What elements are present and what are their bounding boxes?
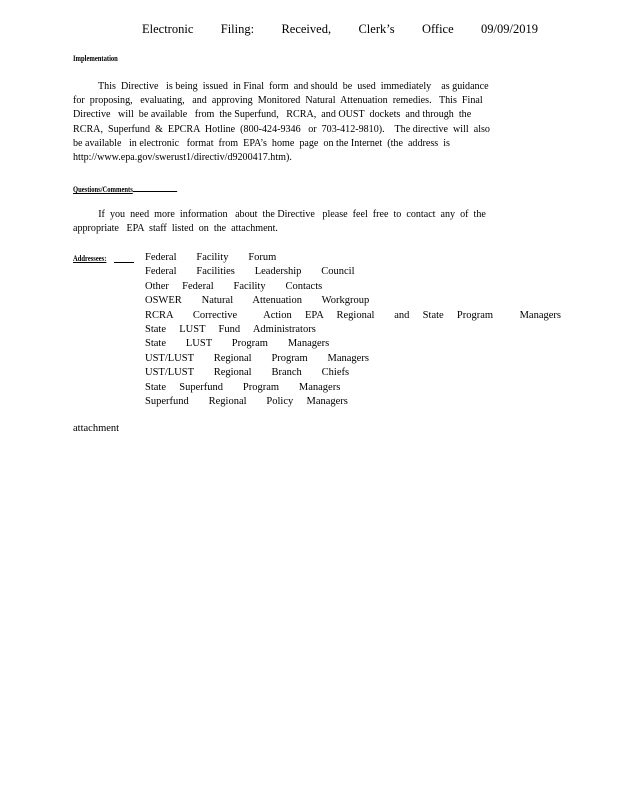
addressee-item: RCRA Corrective Action EPA Regional and State Program Managers — [145, 309, 561, 321]
addressee-item: State LUST Program Managers — [145, 338, 330, 350]
implementation-paragraph — [73, 80, 515, 165]
questions-heading-text: Questions/Comments — [73, 185, 133, 194]
paragraph-line: Directive will be available from the Superfund, RCRA, and OUST dockets and through the — [73, 109, 472, 121]
paragraph-line: appropriate EPA staff listed on the attachment. — [73, 223, 278, 235]
questions-paragraph — [73, 208, 515, 236]
heading-underline-rule — [133, 183, 177, 192]
paragraph-line: be available in electronic format from EPA’s home page on the Internet (the address is — [73, 137, 450, 149]
questions-heading — [73, 183, 177, 194]
addressees-label-text: Addressees: — [73, 254, 107, 263]
paragraph-line: RCRA, Superfund & EPCRA Hotline (800-424-9346 or 703-412-9810). The directive will also — [73, 123, 490, 135]
addressee-item: Other Federal Facility Contacts — [145, 280, 323, 292]
paragraph-line: If you need more information about the Directive please feel free to contact any of the — [73, 209, 486, 220]
paragraph-line: This Directive is being issued in Final form and should be used immediately as guidance — [73, 81, 489, 92]
url-line: http://www.epa.gov/swerust1/directiv/d9200417.htm). — [73, 152, 292, 164]
addressee-item: Superfund Regional Policy Managers — [145, 396, 348, 408]
addressees-list — [145, 251, 561, 409]
addressee-item: State Superfund Program Managers — [145, 381, 341, 393]
filing-stamp-header: Electronic Filing: Received, Clerk’s Office 09/09/2019 — [142, 22, 538, 36]
addressees-label — [73, 254, 106, 263]
addressee-item: UST/LUST Regional Branch Chiefs — [145, 367, 350, 379]
addressees-underline-rule — [114, 262, 134, 263]
addressee-item: State LUST Fund Administrators — [145, 324, 316, 336]
addressee-item: Federal Facilities Leadership Council — [145, 266, 355, 278]
addressee-item: UST/LUST Regional Program Managers — [145, 352, 369, 364]
implementation-heading: Implementation — [73, 54, 118, 63]
attachment-note: attachment — [73, 423, 120, 434]
addressee-item: OSWER Natural Attenuation Workgroup — [145, 295, 370, 307]
addressee-item: Federal Facility Forum — [145, 252, 277, 263]
paragraph-line: for proposing, evaluating, and approving Monitored Natural Attenuation remedies. This Final — [73, 95, 483, 107]
